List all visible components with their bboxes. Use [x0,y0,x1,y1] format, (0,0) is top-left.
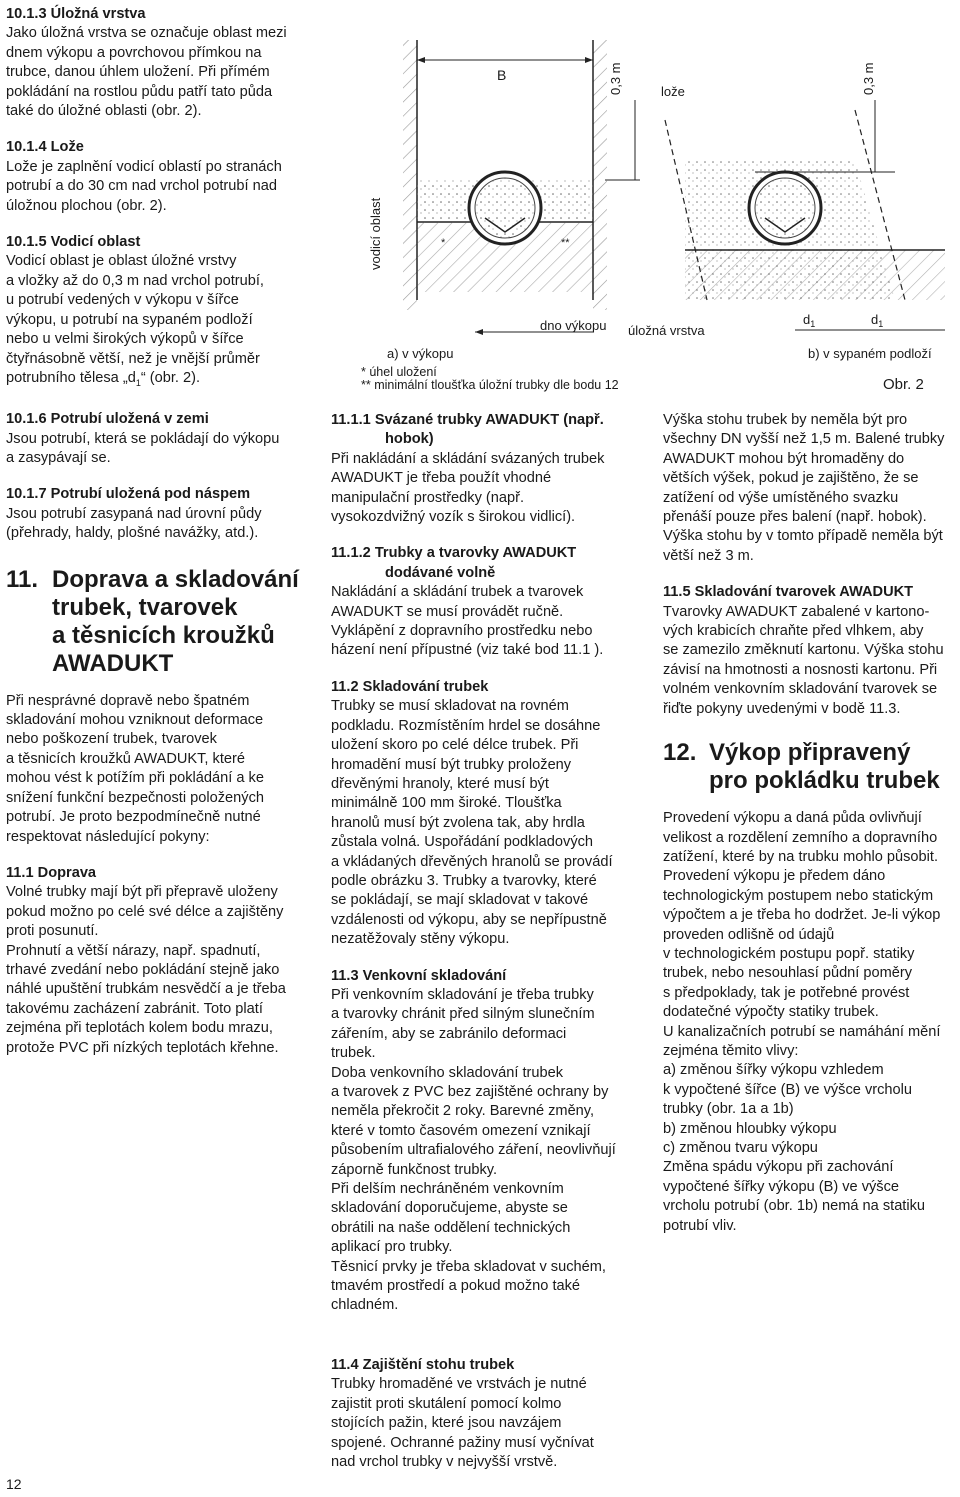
heading-11-3: 11.3 Venkovní skladování [331,967,507,984]
section-11-1-1 [331,411,631,527]
star-marker-b: ** [561,237,570,249]
text-10-1-5: Vodicí oblast je oblast úložné vrstvy a vložky až do 0,3 m nad vrchol potrubí, u potrubí vedených v výkopu v šířce výkopu, u potrubí na sypaném podloží nebo u velmi širokých výkopů v šířce čtyřnásobně větší, než je vnější průměr [6,253,264,367]
chapter-12-title: 12. Výkop připravený pro pokládku trubek [663,739,940,795]
text-10-1-4: Lože je zaplnění vodicí oblastí po stranách potrubí a do 30 cm nad vrchol potrubí nad úložnou plochou (obr. 2). [6,158,282,214]
column-left [6,5,311,1075]
figure-caption: Obr. 2 [883,376,924,393]
text-11-2: Trubky se musí skladovat na rovném podkladu. Rozmístěním hrdel se dosáhne uložení skoro po celé délce trubek. Při hromadění musí být trubky proloženy dřevěnými hranoly, které musí být minimálně 100 mm široké. Tloušťka hranolů musí být zvolena tak, aby hrdla zůstala volná. Uspořádání podkladových a vkládaných dřevěných hranolů se provádí podle obrázku 3. Trubky a tvarovky, které se pokládají, se mají skladovat v takové vzdálenosti od výkopu, aby se nepřípustně nezatěžovaly stěny výkopu. [331,698,613,948]
section-10-1-6 [6,410,311,468]
label-b-width: B [497,67,507,83]
text-12: Provedení výkopu a daná půda ovlivňují velikost a rozdělení zemního a dopravního zatížení, které by na trubku mohlo působit. Provedení výkopu je předem dáno technologickým postupem nebo statickým výpočtem a je třeba ho dodržet. Je-li výkop proveden odlišně od údajů v technologickém postupu popř. statiky trubek, nebo nesouhlasí půdní poměry s předpoklady, tak je potřebné provést dodatečné výpočty statiky trubek. U kanalizačních potrubí se namáhání mění zejména těmito vlivy: a) změnou šířky výkopu vzhledem k vypočtené šířce (B) ve výšce vrcholu trubky (obr. 1a a 1b) b) změnou hloubky výkopu c) změnou tvaru výkopu Změna spádu výkopu při zachování vypočtené šířky výkopu (B) ve výšce vrcholu potrubí (obr. 1b) nemá na statiku potrubí vliv. [663,810,941,1234]
trench-b [628,62,945,361]
star-marker-a: * [441,237,446,249]
subscript-1: 1 [135,377,141,388]
label-0-3m-right: 0,3 m [861,62,876,95]
heading-11-5: 11.5 Skladování tvarovek AWADUKT [663,584,914,601]
heading-11-1-1: 11.1.1 Svázané trubky AWADUKT (např. hobok) [331,412,604,448]
figure-2-trench-diagram [335,0,955,400]
text-stack-height: Výška stohu trubek by neměla být pro všechny DN vyšší než 1,5 m. Balené trubky AWADUKT mohou být hromaděny do větších výšek, pokud je zajištěno, že se zatížení od výše umístěného svazku přenáší pouze přes balení (např. hobok). Výška stohu by v tomto případě neměla být větší než 3 m. [663,412,945,564]
page-number: 12 [6,1476,22,1492]
label-b-v-sypanem: b) v sypaném podloží [808,346,932,361]
label-0-3m-left: 0,3 m [608,62,623,95]
text-10-1-5-last-line: potrubního tělesa $„d_1“$ (obr. 2). [6,369,201,388]
text-10-1-7: Jsou potrubí zasypaná nad úrovní půdy (přehrady, haldy, plošné navážky, atd.). [6,505,262,542]
note-min-tloustka: ** minimální tloušťka úložní trubky dle bodu 12 [361,378,619,392]
text-11-3: Při venkovním skladování je třeba trubky a tvarovky chránit před silným slunečním zářením, aby se zabránilo deformaci trubek. Doba venkovního skladování trubek a tvarovek z PVC bez zajištěné ochrany by neměla překročit 2 roky. Barevné změny, které v tomto časovém omezení vznikají působením ultrafialového záření, neovlivňují záporně funkčnost trubky. Při delším nechráněném venkovním skladování doporučujeme, abyste se obrátili na naše oddělení technických aplikací pro trubky. Těsnicí prvky je třeba skladovat v suchém, tmavém prostředí a pokud možno také chladném. [331,986,616,1314]
text-11-1: Volné trubky mají být při přepravě uloženy pokud možno po celé své délce a zajištěny proti posunutí. Prohnutí a větší nárazy, např. spadnutí, trhavé zvedání nebo pokládání stejně jako náhlé upuštění trubkám nesvědčí a je třeba takovému zacházení zabránit. Toto platí zejména při teplotách kolem bodu mrazu, protože PVC při nízkých teplotách křehne. [6,884,286,1056]
heading-11-2: 11.2 Skladování trubek [331,678,489,695]
heading-11-4: 11.4 Zajištění stohu trubek [331,1356,515,1373]
text-11-4: Trubky hromaděné ve vrstvách je nutné zajistit proti skutálení pomocí kolmo stojících pažin, které jsou navzájem spojené. Ochranné pažiny musí vyčnívat nad vrchol trubky v nejvyšší vrstvě. [331,1376,594,1470]
label-vodici-oblast: vodicí oblast [368,197,383,270]
label-loze: lože [661,84,685,99]
note-uhel-ulozeni: * úhel uložení [361,365,437,379]
section-11-5 [663,583,958,719]
heading-10-1-7: 10.1.7 Potrubí uložená pod náspem [6,486,251,503]
column-middle [331,411,631,1489]
text-11-intro: Při nesprávné dopravě nebo špatném skladování mohou vzniknout deformace nebo poškození trubek, tvarovek a těsnicích kroužků AWADUKT, které mohou vést k potížím při pokládání a ke snížení funkční bezpečnosti položených potrubí. Je proto bezpodmínečně nutné respektovat následující pokyny: [6,692,264,845]
section-10-1-4 [6,138,311,216]
text-10-1-6: Jsou potrubí, která se pokládají do výkopu a zasypávají se. [6,430,280,467]
heading-11-1-2: 11.1.2 Trubky a tvarovky AWADUKT dodávané volně [331,545,577,581]
label-dno-vykopu: dno výkopu [540,318,607,333]
heading-11-1: 11.1 Doprava [6,864,97,881]
section-10-1-5 [6,233,311,393]
label-d1-b: $d_1$ [871,312,884,329]
text-11-5: Tvarovky AWADUKT zabalené v kartono- vých krabicích chraňte před vlhkem, aby se zamezilo změknutí kartonu. Výška stohu závisí na hmotnosti a nosnosti kartonu. Při volném venkovním skladování tvarovek se řiďte pokyny uvedenými v bodě 11.3. [663,603,944,717]
heading-10-1-5: 10.1.5 Vodicí oblast [6,234,141,251]
heading-10-1-6: 10.1.6 Potrubí uložená v zemi [6,411,209,428]
section-11-4 [331,1356,631,1472]
chapter-11-title: 11. Doprava a skladování trubek, tvarovek a těsnicích kroužků AWADUKT [6,565,299,677]
label-a-v-vykopu: a) v výkopu [387,346,454,361]
text-11-1-2: Nakládání a skládání trubek a tvarovek AWADUKT se musí provádět ručně. Vyklápění z dopravního prostředku nebo házení není přípustné (viz také bod 11.1 ). [331,584,604,659]
label-ulozna-vrstva: úložná vrstva [628,323,705,338]
label-d1-a: $d_1$ [803,312,816,329]
section-11-3 [331,967,631,1316]
section-10-1-7 [6,485,311,543]
section-11-2 [331,678,631,950]
section-11-1-2 [331,544,631,660]
trench-a [368,40,640,361]
heading-10-1-3: 10.1.3 Úložná vrstva [6,6,146,22]
column-right [663,411,958,1236]
section-11-1 [6,864,311,1058]
text-10-1-3: Jako úložná vrstva se označuje oblast mezi dnem výkopu a povrchovou přímkou na trubce, danou úhlem uložení. Při přímém pokládání na rostlou půdu patří tato půda také do úložné oblasti (obr. 2). [6,25,287,120]
section-10-1-3 [6,5,311,121]
text-11-1-1: Při nakládání a skládání svázaných trubek AWADUKT je třeba použít vhodné manipulační prostředky (např. vysokozdvižný vozík s širokou vidlicí). [331,450,605,526]
heading-10-1-4: 10.1.4 Lože [6,139,84,156]
